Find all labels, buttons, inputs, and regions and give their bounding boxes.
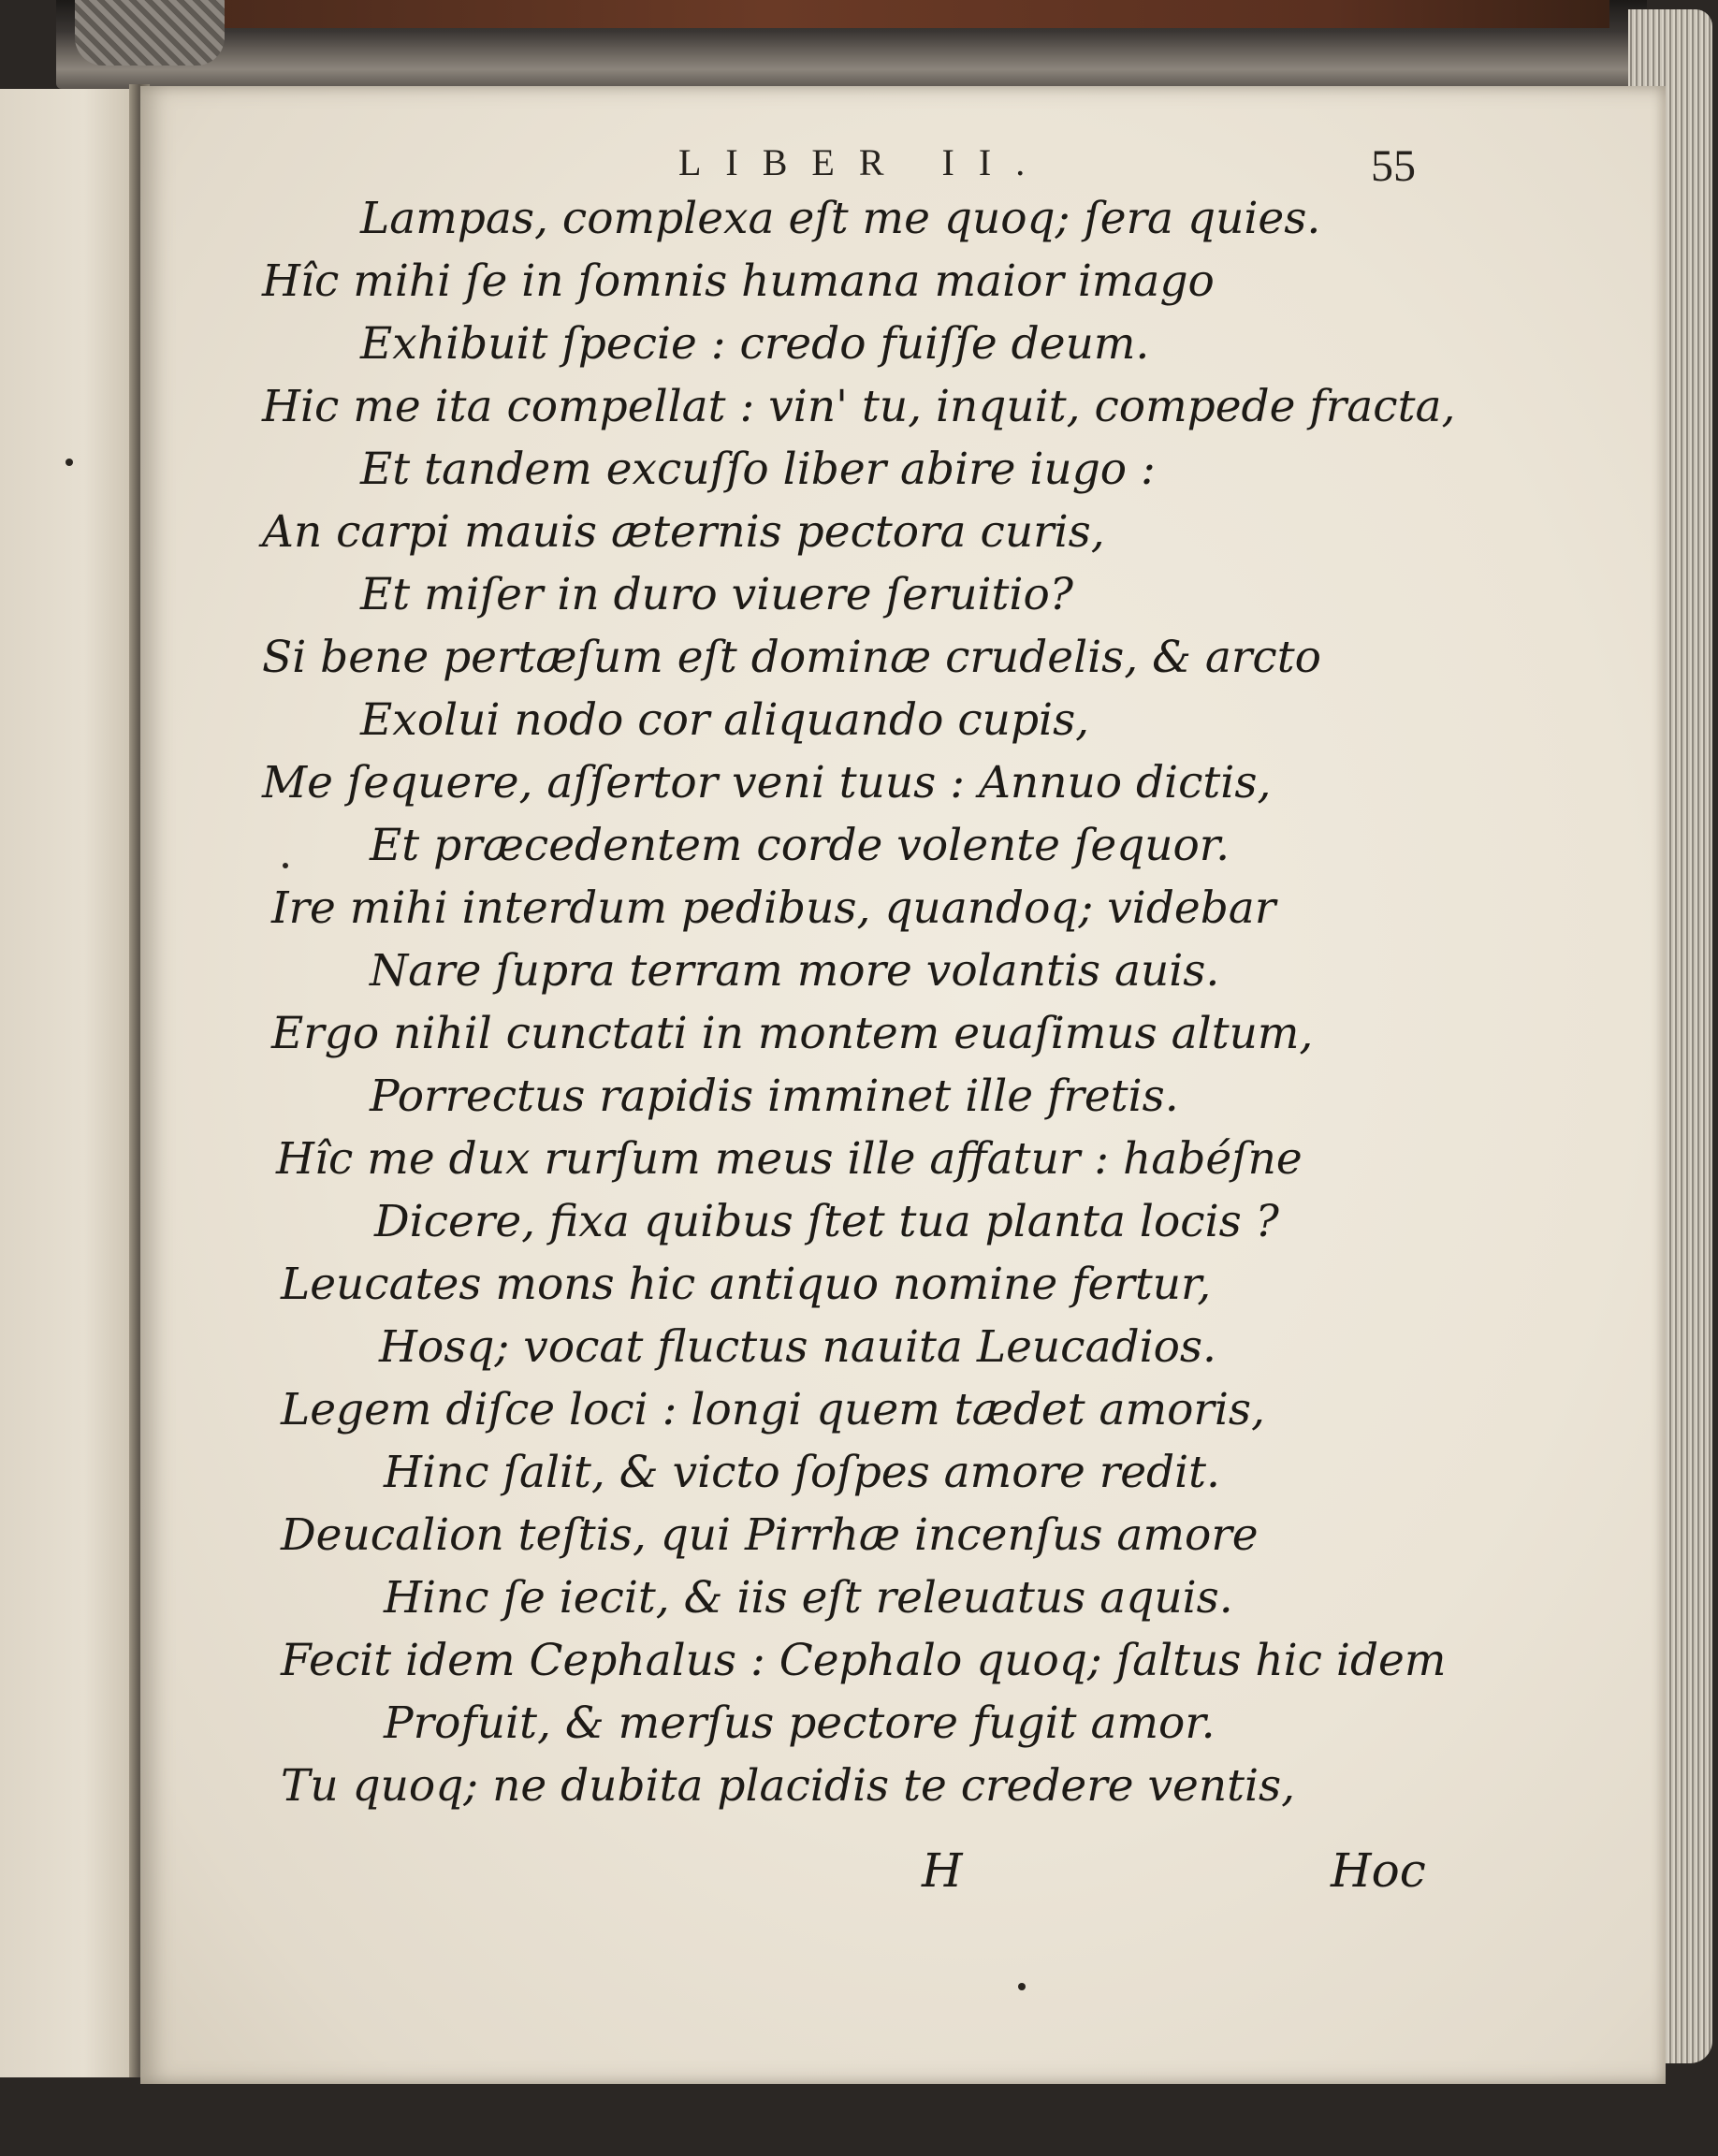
ink-speck bbox=[66, 459, 73, 466]
verse-line: Et præcedentem corde volente ſequor. bbox=[370, 820, 1230, 871]
verse-line: Hîc me dux rurſum meus ille affatur : habéſne bbox=[276, 1133, 1303, 1185]
running-head: LIBER II. bbox=[678, 141, 1050, 183]
verse-line: Lampas, complexa eſt me quoq; ſera quies. bbox=[360, 193, 1321, 244]
verse-line: Et miſer in duro viuere ſeruitio? bbox=[360, 569, 1073, 620]
verse-line: An carpi mauis æternis pectora curis, bbox=[262, 506, 1105, 558]
verse-line: Exolui nodo cor aliquando cupis, bbox=[360, 694, 1090, 746]
verse-line: Deucalion teſtis, qui Pirrhæ incenſus amore bbox=[281, 1509, 1259, 1561]
verse-line: Hinc ſe iecit, & iis eſt releuatus aquis. bbox=[384, 1572, 1233, 1624]
verse-line: Et tandem excuſſo liber abire iugo : bbox=[360, 444, 1156, 495]
verse-line: Legem diſce loci : longi quem tædet amoris, bbox=[281, 1384, 1265, 1435]
left-page bbox=[0, 89, 140, 2077]
verse-line: Hic me ita compellat : vin' tu, inquit, compede fracta, bbox=[262, 381, 1456, 432]
verse-line: Profuit, & merſus pectore fugit amor. bbox=[384, 1697, 1216, 1749]
verse-line: Si bene pertæſum eſt dominæ crudelis, & arcto bbox=[262, 632, 1321, 683]
verse-line: Tu quoq; ne dubita placidis te credere ventis, bbox=[281, 1760, 1296, 1812]
page-number: 55 bbox=[1371, 141, 1416, 191]
verse-line: Hosq; vocat fluctus nauita Leucadios. bbox=[379, 1321, 1216, 1373]
verse-line: Nare ſupra terram more volantis auis. bbox=[370, 945, 1220, 997]
verse-line: Dicere, fixa quibus ſtet tua planta locis ? bbox=[374, 1196, 1279, 1247]
ink-speck bbox=[1018, 1983, 1026, 1990]
book-page bbox=[140, 86, 1666, 2084]
verse-line: Ergo nihil cunctati in montem euaſimus altum, bbox=[271, 1008, 1314, 1059]
verse-line: Hîc mihi ſe in ſomnis humana maior imago bbox=[262, 255, 1215, 307]
verse-line: Porrectus rapidis imminet ille fretis. bbox=[370, 1071, 1179, 1122]
book-cover bbox=[206, 0, 1609, 28]
catchword: Hoc bbox=[1331, 1843, 1426, 1898]
ink-speck bbox=[283, 863, 288, 868]
verse-line: Leucates mons hic antiquo nomine fertur, bbox=[281, 1259, 1212, 1310]
verse-line: Me ſequere, aſſertor veni tuus : Annuo dictis, bbox=[262, 757, 1272, 808]
verse-line: Ire mihi interdum pedibus, quandoq; videbar bbox=[271, 882, 1276, 934]
verse-line: Fecit idem Cephalus : Cephalo quoq; ſaltus hic idem bbox=[281, 1635, 1447, 1686]
binding-cord bbox=[75, 0, 225, 66]
verse-line: Exhibuit ſpecie : credo fuiſſe deum. bbox=[360, 318, 1150, 370]
signature-mark: H bbox=[922, 1843, 963, 1898]
verse-line: Hinc ſalit, & victo ſoſpes amore redit. bbox=[384, 1447, 1220, 1498]
